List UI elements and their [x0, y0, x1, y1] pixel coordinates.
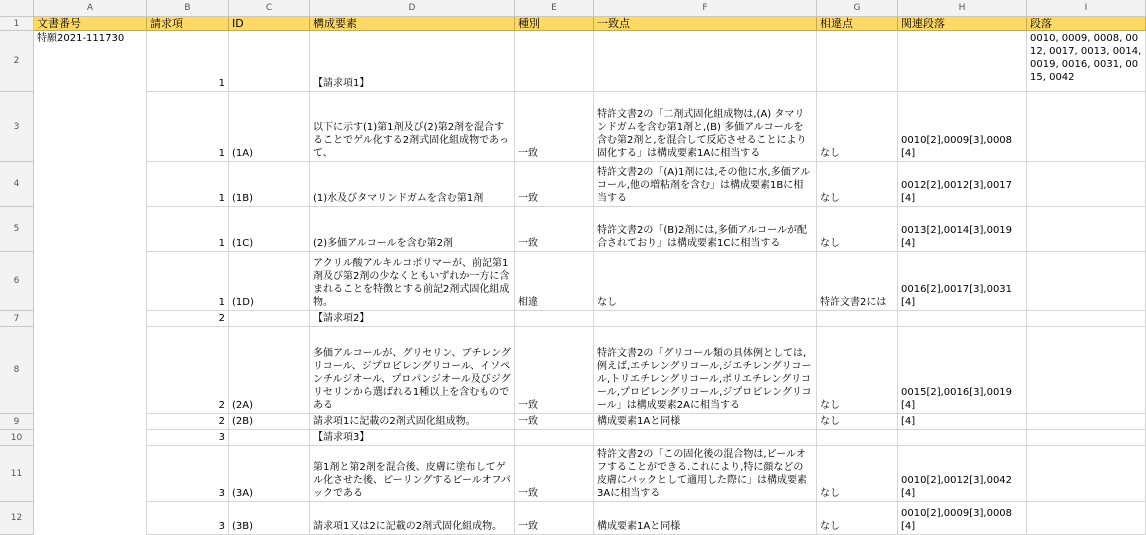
- cell-text: 一致: [518, 148, 538, 159]
- cell-text: 相違: [518, 297, 538, 308]
- table-cell[interactable]: [594, 162, 817, 207]
- table-cell[interactable]: [515, 31, 594, 92]
- cell-text: 【請求項1】: [313, 78, 370, 89]
- cell-text: (1A): [232, 148, 254, 159]
- header-cell[interactable]: 相違点: [817, 17, 898, 31]
- table-cell[interactable]: [147, 207, 229, 252]
- table-cell[interactable]: [898, 327, 1027, 414]
- cell-text: 1: [218, 78, 225, 89]
- cell-text: 特許文書2の「この固化後の混合物は,ピールオフすることができる.これにより,特に顔などの皮膚にパックとして適用した際に」は構成要素3Aに相当する: [597, 449, 807, 499]
- table-cell[interactable]: [515, 414, 594, 430]
- cell-text: 構成要素1Aと同様: [597, 416, 681, 427]
- table-cell[interactable]: [229, 311, 310, 327]
- table-cell[interactable]: [229, 430, 310, 446]
- table-cell[interactable]: [229, 92, 310, 162]
- row-header[interactable]: 6: [0, 252, 34, 311]
- table-cell[interactable]: [817, 311, 898, 327]
- cell-text: (2B): [232, 416, 254, 427]
- table-cell[interactable]: [1027, 252, 1146, 311]
- select-all-corner[interactable]: [0, 0, 34, 17]
- cell-text: 2: [218, 313, 225, 324]
- cell-text: なし: [820, 521, 840, 532]
- table-cell[interactable]: [515, 252, 594, 311]
- cell-text: 請求項1に記載の2剤式固化組成物。: [313, 416, 476, 427]
- cell-text: 0012[2],0012[3],0017[4]: [901, 180, 1013, 204]
- cell-text: (1)水及びタマリンドガムを含む第1剤: [313, 193, 484, 204]
- cell-text: 特許文書2には: [820, 297, 887, 308]
- table-cell[interactable]: [34, 502, 147, 535]
- row-header[interactable]: 11: [0, 446, 34, 502]
- table-cell[interactable]: [310, 311, 515, 327]
- header-cell[interactable]: 構成要素: [310, 17, 515, 31]
- table-cell[interactable]: [898, 414, 1027, 430]
- table-cell[interactable]: [310, 252, 515, 311]
- table-cell[interactable]: [147, 162, 229, 207]
- cell-text: 構成要素1Aと同様: [597, 521, 681, 532]
- cell-text: (2A): [232, 400, 254, 411]
- cell-text: 3: [218, 521, 225, 532]
- table-cell[interactable]: [515, 92, 594, 162]
- cell-text: 3: [218, 488, 225, 499]
- table-cell[interactable]: [817, 430, 898, 446]
- cell-text: 1: [218, 297, 225, 308]
- table-cell[interactable]: [310, 414, 515, 430]
- row-header[interactable]: 12: [0, 502, 34, 535]
- cell-text: アクリル酸アルキルコポリマーが、前記第1剤及び第2剤の少なくともいずれか一方に含まれることを特徴とする前記2剤式固化組成物。: [313, 258, 510, 308]
- table-cell[interactable]: [229, 31, 310, 92]
- table-cell[interactable]: [34, 446, 147, 502]
- column-header-c[interactable]: C: [229, 0, 310, 17]
- cell-text: (3A): [232, 488, 254, 499]
- table-cell[interactable]: [594, 414, 817, 430]
- cell-text: 【請求項3】: [313, 432, 370, 443]
- table-cell[interactable]: [1027, 92, 1146, 162]
- table-cell[interactable]: [817, 207, 898, 252]
- table-cell[interactable]: [147, 311, 229, 327]
- table-cell[interactable]: [594, 430, 817, 446]
- table-cell[interactable]: [594, 92, 817, 162]
- row-header[interactable]: 2: [0, 31, 34, 92]
- table-cell[interactable]: [898, 31, 1027, 92]
- table-cell[interactable]: [310, 162, 515, 207]
- cell-text: 多価アルコールが、グリセリン、ブチレングリコール、ジプロピレングリコール、イソペンチルジオール、プロパンジオール及びジグリセリンから選ばれる1種以上を含むものである: [313, 348, 511, 411]
- header-cell[interactable]: 文書番号: [34, 17, 147, 31]
- table-cell[interactable]: [229, 207, 310, 252]
- cell-text: 0015[2],0016[3],0019[4]: [901, 387, 1013, 411]
- table-cell[interactable]: [229, 252, 310, 311]
- table-cell[interactable]: [1027, 327, 1146, 414]
- cell-text: 0013[2],0014[3],0019[4]: [901, 225, 1013, 249]
- cell-text: 3: [218, 432, 225, 443]
- cell-text: なし: [820, 193, 840, 204]
- table-cell[interactable]: [594, 311, 817, 327]
- table-cell[interactable]: [1027, 430, 1146, 446]
- table-cell[interactable]: [34, 430, 147, 446]
- cell-text: 【請求項2】: [313, 313, 370, 324]
- table-cell[interactable]: [310, 207, 515, 252]
- table-cell[interactable]: [147, 92, 229, 162]
- column-header-d[interactable]: D: [310, 0, 515, 17]
- table-cell[interactable]: [1027, 31, 1146, 92]
- table-cell[interactable]: [34, 327, 147, 414]
- column-header-h[interactable]: H: [898, 0, 1027, 17]
- table-cell[interactable]: [817, 92, 898, 162]
- table-cell[interactable]: [310, 502, 515, 535]
- table-cell[interactable]: [594, 207, 817, 252]
- table-cell[interactable]: [1027, 446, 1146, 502]
- table-cell[interactable]: [1027, 207, 1146, 252]
- table-cell[interactable]: [594, 31, 817, 92]
- column-header-g[interactable]: G: [817, 0, 898, 17]
- cell-text: 2: [218, 400, 225, 411]
- cell-text: (1C): [232, 238, 254, 249]
- column-header-b[interactable]: B: [147, 0, 229, 17]
- header-cell[interactable]: 請求項: [147, 17, 229, 31]
- table-cell[interactable]: [817, 502, 898, 535]
- cell-text: 1: [218, 148, 225, 159]
- cell-text: 特願2021-111730: [37, 33, 125, 44]
- cell-text: 2: [218, 416, 225, 427]
- table-cell[interactable]: [515, 446, 594, 502]
- column-header-e[interactable]: E: [515, 0, 594, 17]
- table-cell[interactable]: [1027, 502, 1146, 535]
- cell-text: (1D): [232, 297, 254, 308]
- table-cell[interactable]: [310, 31, 515, 92]
- table-cell[interactable]: [817, 446, 898, 502]
- table-cell[interactable]: [1027, 414, 1146, 430]
- cell-text: 第1剤と第2剤を混合後、皮膚に塗布してゲル化させた後、ピーリングするピールオフパックである: [313, 462, 511, 499]
- table-cell[interactable]: [147, 327, 229, 414]
- table-cell[interactable]: [147, 502, 229, 535]
- table-cell[interactable]: [229, 414, 310, 430]
- table-cell[interactable]: [898, 207, 1027, 252]
- table-cell[interactable]: [1027, 311, 1146, 327]
- table-cell[interactable]: [898, 502, 1027, 535]
- row-header[interactable]: 8: [0, 327, 34, 414]
- table-cell[interactable]: [594, 446, 817, 502]
- table-cell[interactable]: [147, 31, 229, 92]
- table-cell[interactable]: [817, 252, 898, 311]
- cell-text: 0010[2],0009[3],0008[4]: [901, 135, 1013, 159]
- cell-text: 一致: [518, 238, 538, 249]
- cell-text: なし: [820, 238, 840, 249]
- table-cell[interactable]: [147, 446, 229, 502]
- cell-text: 特許文書2の「(B)2剤には,多価アルコールが配合されており」は構成要素1Cに相当する: [597, 225, 807, 249]
- table-cell[interactable]: [310, 92, 515, 162]
- row-header[interactable]: 5: [0, 207, 34, 252]
- cell-text: なし: [820, 148, 840, 159]
- cell-text: 請求項1又は2に記載の2剤式固化組成物。: [313, 521, 503, 532]
- row-header[interactable]: 3: [0, 92, 34, 162]
- table-cell[interactable]: [147, 414, 229, 430]
- cell-text: 一致: [518, 521, 538, 532]
- table-cell[interactable]: [898, 446, 1027, 502]
- table-cell[interactable]: [229, 162, 310, 207]
- row-header[interactable]: 1: [0, 17, 34, 31]
- cell-text: 1: [218, 193, 225, 204]
- table-cell[interactable]: [515, 207, 594, 252]
- table-cell[interactable]: [310, 327, 515, 414]
- cell-text: 一致: [518, 400, 538, 411]
- cell-text: 特許文書2の「グリコール類の具体例としては,例えば,エチレングリコール,ジエチレングリコール,トリエチレングリコール,ポリエチレングリコール,プロピレングリコール,ジプロピレングリコール」は構成要素2Aに相当する: [597, 348, 812, 411]
- table-cell[interactable]: [310, 430, 515, 446]
- cell-text: [4]: [901, 416, 916, 427]
- table-cell[interactable]: [594, 327, 817, 414]
- table-cell[interactable]: [515, 327, 594, 414]
- cell-text: 0010, 0009, 0008, 0012, 0017, 0013, 0014, 0019, 0016, 0031, 0015, 0042: [1030, 33, 1145, 83]
- table-cell[interactable]: [817, 414, 898, 430]
- cell-text: なし: [820, 400, 840, 411]
- cell-text: 1: [218, 238, 225, 249]
- table-cell[interactable]: [34, 31, 147, 92]
- table-cell[interactable]: [817, 327, 898, 414]
- cell-text: 一致: [518, 416, 538, 427]
- cell-text: (1B): [232, 193, 254, 204]
- cell-text: 特許文書2の「(A)1剤には,その他に水,多価アルコール,他の増粘剤を含む」は構成要素1Bに相当する: [597, 167, 811, 204]
- table-cell[interactable]: [34, 92, 147, 162]
- column-header-a[interactable]: A: [34, 0, 147, 17]
- cell-text: 特許文書2の「二剤式固化組成物は,(A) タマリンドガムを含む第1剤と,(B) 多価アルコールを含む第2剤と,を混合して反応させることにより固化する」は構成要素1Aに相当する: [597, 109, 807, 159]
- table-cell[interactable]: [898, 430, 1027, 446]
- header-cell[interactable]: 種別: [515, 17, 594, 31]
- table-cell[interactable]: [898, 92, 1027, 162]
- row-header[interactable]: 4: [0, 162, 34, 207]
- table-cell[interactable]: [229, 502, 310, 535]
- column-header-i[interactable]: I: [1027, 0, 1146, 17]
- cell-text: 0010[2],0009[3],0008[4]: [901, 508, 1013, 532]
- cell-text: 0016[2],0017[3],0031[4]: [901, 284, 1013, 308]
- column-header-f[interactable]: F: [594, 0, 817, 17]
- cell-text: 0010[2],0012[3],0042[4]: [901, 475, 1013, 499]
- table-cell[interactable]: [229, 446, 310, 502]
- row-header[interactable]: 9: [0, 414, 34, 430]
- table-cell[interactable]: [1027, 162, 1146, 207]
- cell-text: なし: [820, 416, 840, 427]
- header-cell[interactable]: 一致点: [594, 17, 817, 31]
- table-cell[interactable]: [898, 252, 1027, 311]
- table-cell[interactable]: [898, 162, 1027, 207]
- table-cell[interactable]: [147, 252, 229, 311]
- cell-text: 一致: [518, 193, 538, 204]
- cell-text: なし: [820, 488, 840, 499]
- header-cell[interactable]: ID: [229, 17, 310, 31]
- table-cell[interactable]: [34, 311, 147, 327]
- table-cell[interactable]: [594, 502, 817, 535]
- table-cell[interactable]: [34, 414, 147, 430]
- cell-text: なし: [597, 297, 617, 308]
- row-header[interactable]: 7: [0, 311, 34, 327]
- cell-text: 一致: [518, 488, 538, 499]
- table-cell[interactable]: [594, 252, 817, 311]
- header-cell[interactable]: 関連段落: [898, 17, 1027, 31]
- table-cell[interactable]: [515, 311, 594, 327]
- cell-text: (2)多価アルコールを含む第2剤: [313, 238, 453, 249]
- table-cell[interactable]: [229, 327, 310, 414]
- table-cell[interactable]: [34, 252, 147, 311]
- header-cell[interactable]: 段落: [1027, 17, 1146, 31]
- table-cell[interactable]: [515, 430, 594, 446]
- table-cell[interactable]: [147, 430, 229, 446]
- cell-text: (3B): [232, 521, 254, 532]
- table-cell[interactable]: [515, 502, 594, 535]
- table-cell[interactable]: [34, 207, 147, 252]
- table-cell[interactable]: [898, 311, 1027, 327]
- cell-text: 以下に示す(1)第1剤及び(2)第2剤を混合することでゲル化する2剤式固化組成物であって、: [313, 122, 510, 159]
- table-cell[interactable]: [817, 31, 898, 92]
- table-cell[interactable]: [515, 162, 594, 207]
- table-cell[interactable]: [34, 162, 147, 207]
- table-cell[interactable]: [310, 446, 515, 502]
- table-cell[interactable]: [817, 162, 898, 207]
- row-header[interactable]: 10: [0, 430, 34, 446]
